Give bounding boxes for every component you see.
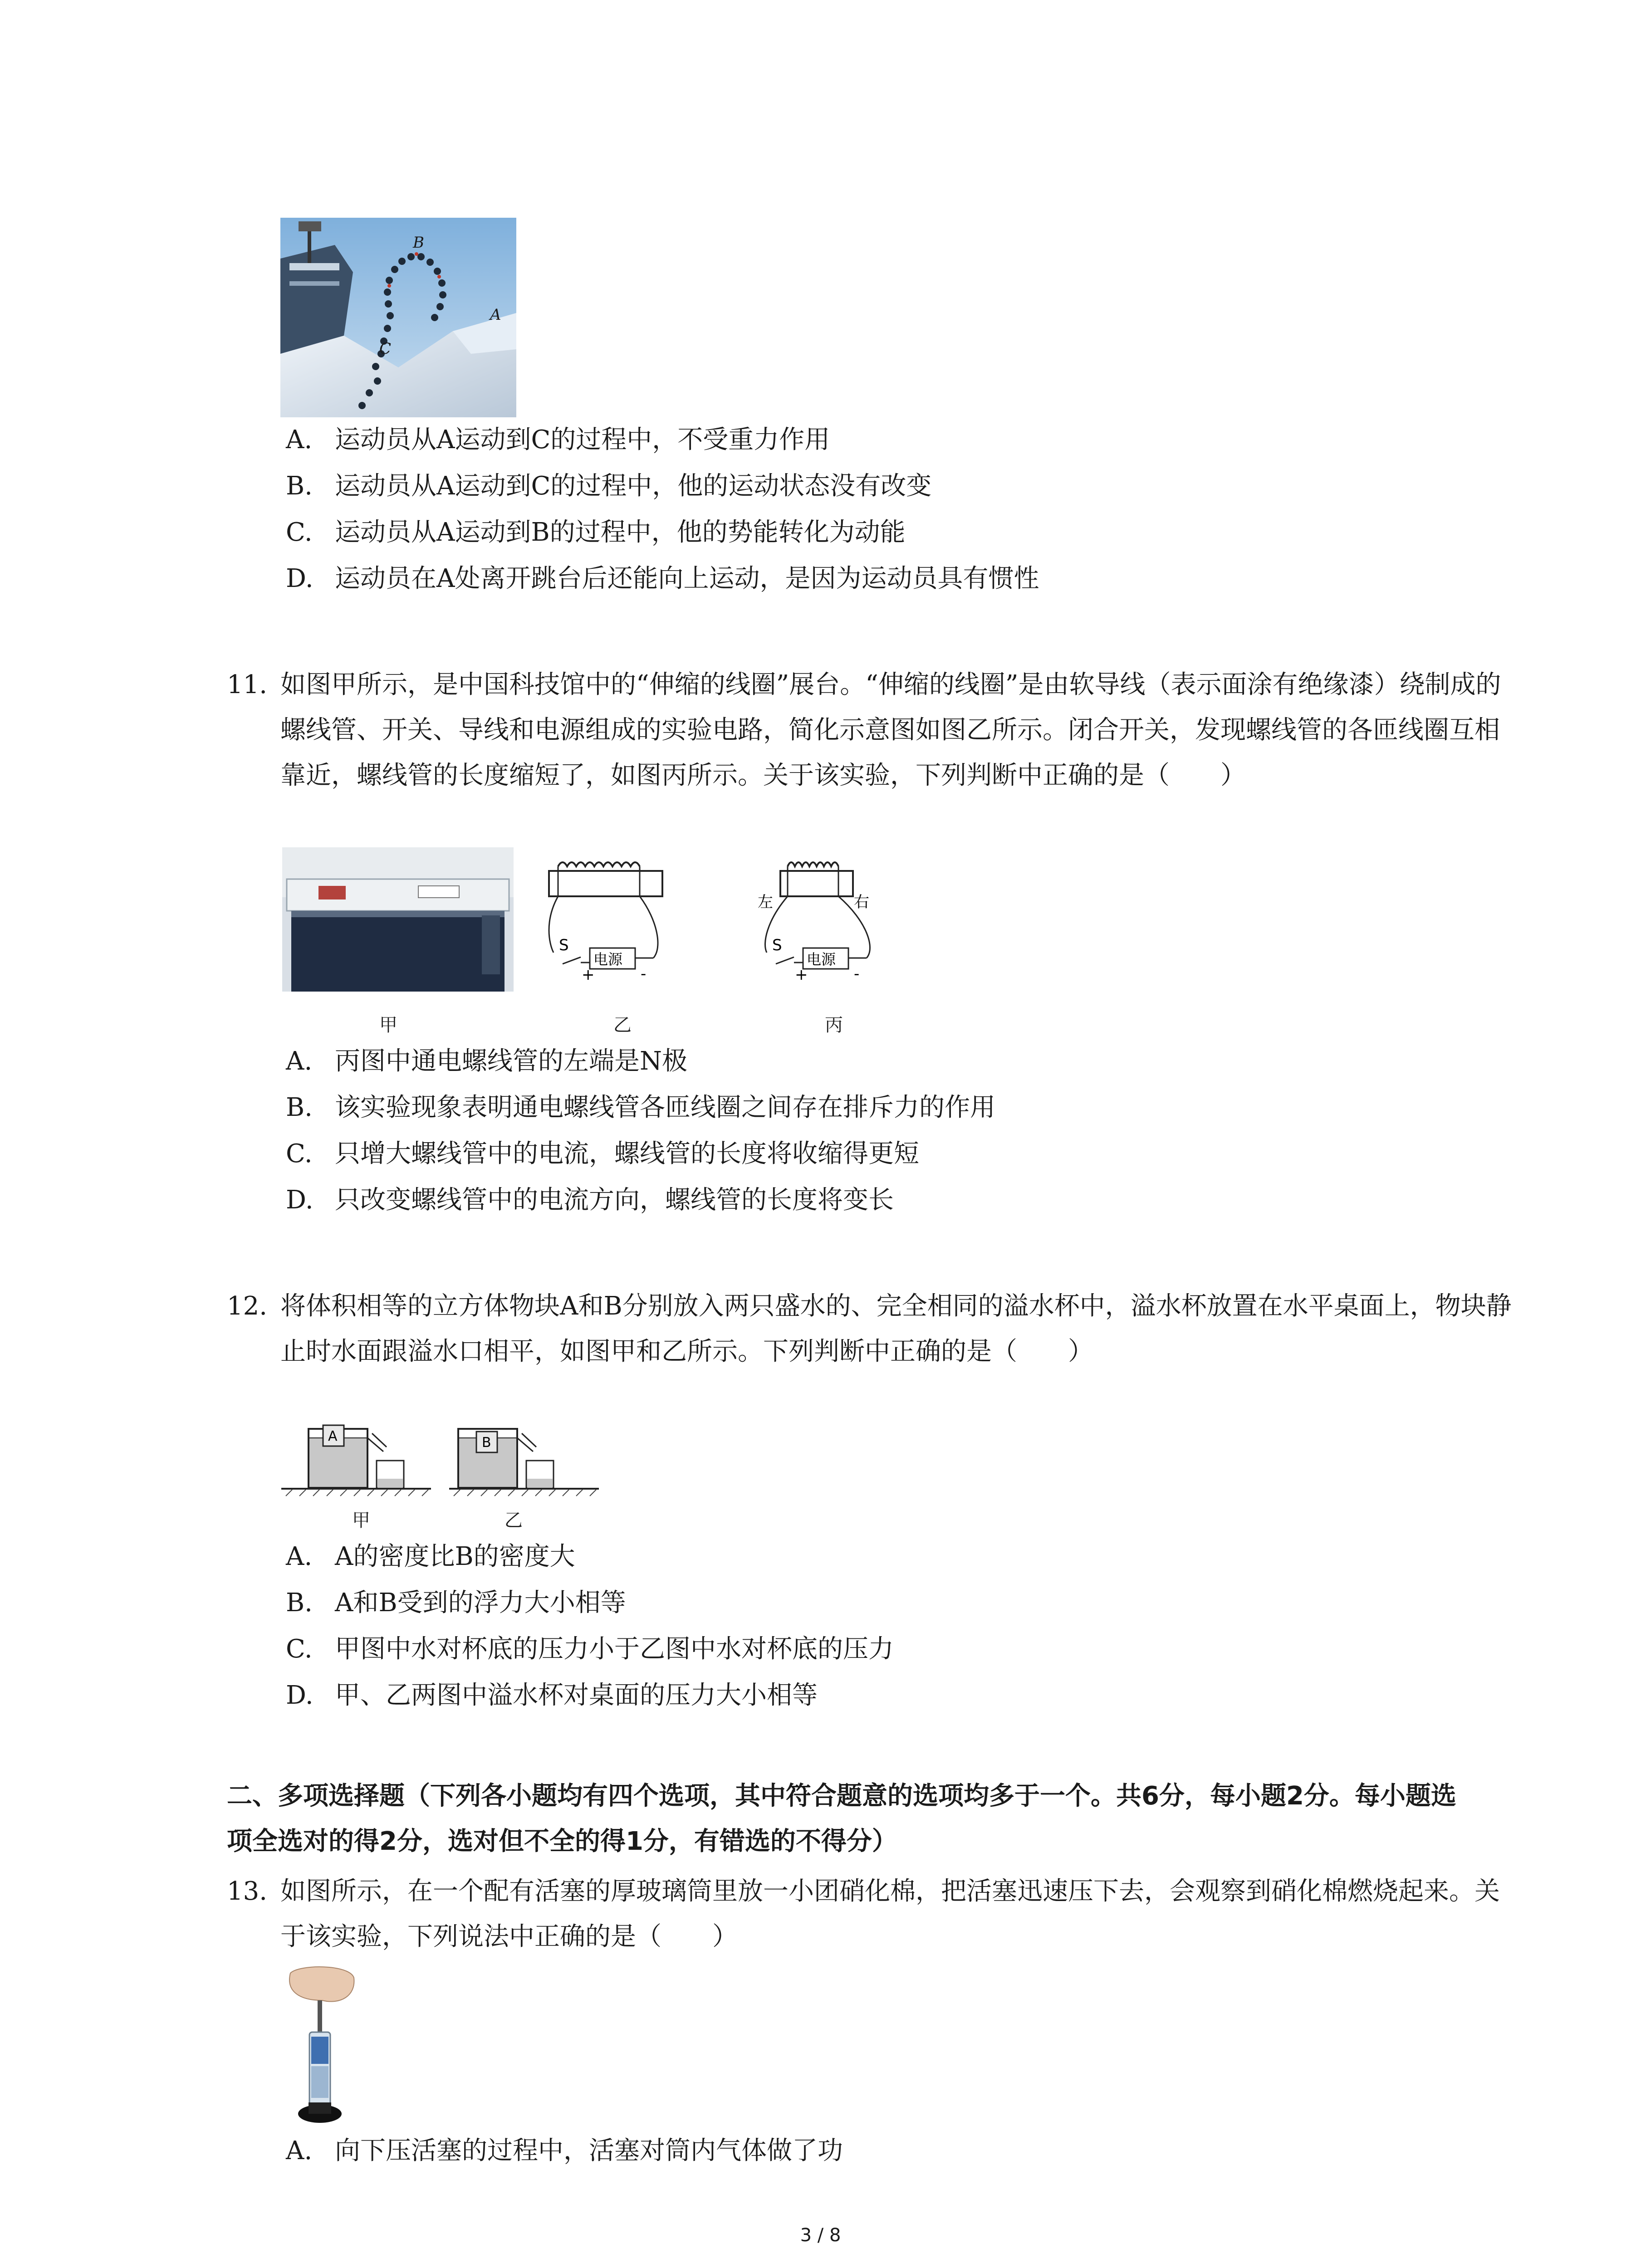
q12-option-d[interactable]: D. 甲、乙两图中溢水杯对桌面的压力大小相等 <box>286 1681 818 1710</box>
page-number: 3 / 8 <box>800 2225 841 2246</box>
switch-label-yi: S <box>559 936 569 954</box>
q12-number: 12. <box>227 1291 268 1321</box>
q10-option-c[interactable]: C. 运动员从A运动到B的过程中，他的势能转化为动能 <box>286 518 906 547</box>
piston-tube-photo <box>281 1964 358 2127</box>
q11-option-a[interactable]: A. 丙图中通电螺线管的左端是N极 <box>286 1046 687 1076</box>
overflow-cup-a <box>281 1415 431 1497</box>
minus-label-bing: - <box>854 965 860 983</box>
q11-number: 11. <box>227 670 268 699</box>
block-b-label: B <box>482 1435 491 1451</box>
plus-label-yi: + <box>582 966 595 984</box>
caption-yi: 乙 <box>613 1015 632 1036</box>
left-label: 左 <box>758 893 773 911</box>
circuit-diagram-bing <box>753 857 889 1002</box>
caption-bing: 丙 <box>825 1015 843 1036</box>
label-b: B <box>413 234 424 252</box>
q11-option-d[interactable]: D. 只改变螺线管中的电流方向，螺线管的长度将变长 <box>286 1185 894 1215</box>
minus-label-yi: - <box>641 965 647 983</box>
caption-jia: 甲 <box>379 1015 397 1036</box>
plus-label-bing: + <box>795 966 808 984</box>
label-c: C <box>379 340 392 358</box>
q10-option-d[interactable]: D. 运动员在A处离开跳台后还能向上运动，是因为运动员具有惯性 <box>286 564 1039 593</box>
block-a-label: A <box>328 1428 338 1444</box>
q13-option-a[interactable]: A. 向下压活塞的过程中，活塞对筒内气体做了功 <box>286 2136 843 2165</box>
switch-label-bing: S <box>772 936 782 954</box>
q12-option-a[interactable]: A. A的密度比B的密度大 <box>286 1542 575 1571</box>
section-2-heading: 二、多项选择题（下列各小题均有四个选项，其中符合题意的选项均多于一个。共6分，每小题2分。每小题选项全选对的得2分，选对但不全的得1分，有错选的不得分） <box>227 1781 1456 1856</box>
q11-option-b[interactable]: B. 该实验现象表明通电螺线管各匝线圈之间存在排斥力的作用 <box>286 1093 995 1122</box>
q13-stem: 13. 如图所示，在一个配有活塞的厚玻璃筒里放一小团硝化棉，把活塞迅速压下去，会观察到硝化棉燃烧起来。关于该实验，下列说法中正确的是（ ） <box>227 1869 1514 1960</box>
q12-option-c[interactable]: C. 甲图中水对杯底的压力小于乙图中水对杯底的压力 <box>286 1634 894 1664</box>
q10-option-a[interactable]: A. 运动员从A运动到C的过程中，不受重力作用 <box>286 425 830 455</box>
caption-q12-yi: 乙 <box>505 1510 523 1531</box>
circuit-diagram-yi <box>540 857 676 1002</box>
q10-option-b[interactable]: B. 运动员从A运动到C的过程中，他的运动状态没有改变 <box>286 471 932 501</box>
caption-q12-jia: 甲 <box>352 1510 370 1531</box>
ski-jump-photo <box>280 218 516 417</box>
q11-option-c[interactable]: C. 只增大螺线管中的电流，螺线管的长度将收缩得更短 <box>286 1139 919 1168</box>
overflow-cup-b <box>449 1415 599 1497</box>
coil-exhibit-photo <box>282 847 514 992</box>
q11-stem: 11. 如图甲所示，是中国科技馆中的“伸缩的线圈”展台。“伸缩的线圈”是由软导线（表示面涂有绝缘漆）绕制成的螺线管、开关、导线和电源组成的实验电路，简化示意图如图乙所示。闭合开关，发现螺线管的各匝线圈互相靠近，螺线管的长度缩短了，如图丙所示。关于该实验，下列判断中正确的是（ ） <box>227 662 1514 798</box>
label-a: A <box>490 306 501 324</box>
right-label: 右 <box>854 893 869 911</box>
power-label-yi: 电源 <box>593 951 623 968</box>
q12-stem: 12. 将体积相等的立方体物块A和B分别放入两只盛水的、完全相同的溢水杯中，溢水杯放置在水平桌面上，物块静止时水面跟溢水口相平，如图甲和乙所示。下列判断中正确的是（ ） <box>227 1284 1514 1374</box>
power-label-bing: 电源 <box>807 951 836 968</box>
q12-option-b[interactable]: B. A和B受到的浮力大小相等 <box>286 1588 626 1618</box>
q13-number: 13. <box>227 1877 268 1906</box>
